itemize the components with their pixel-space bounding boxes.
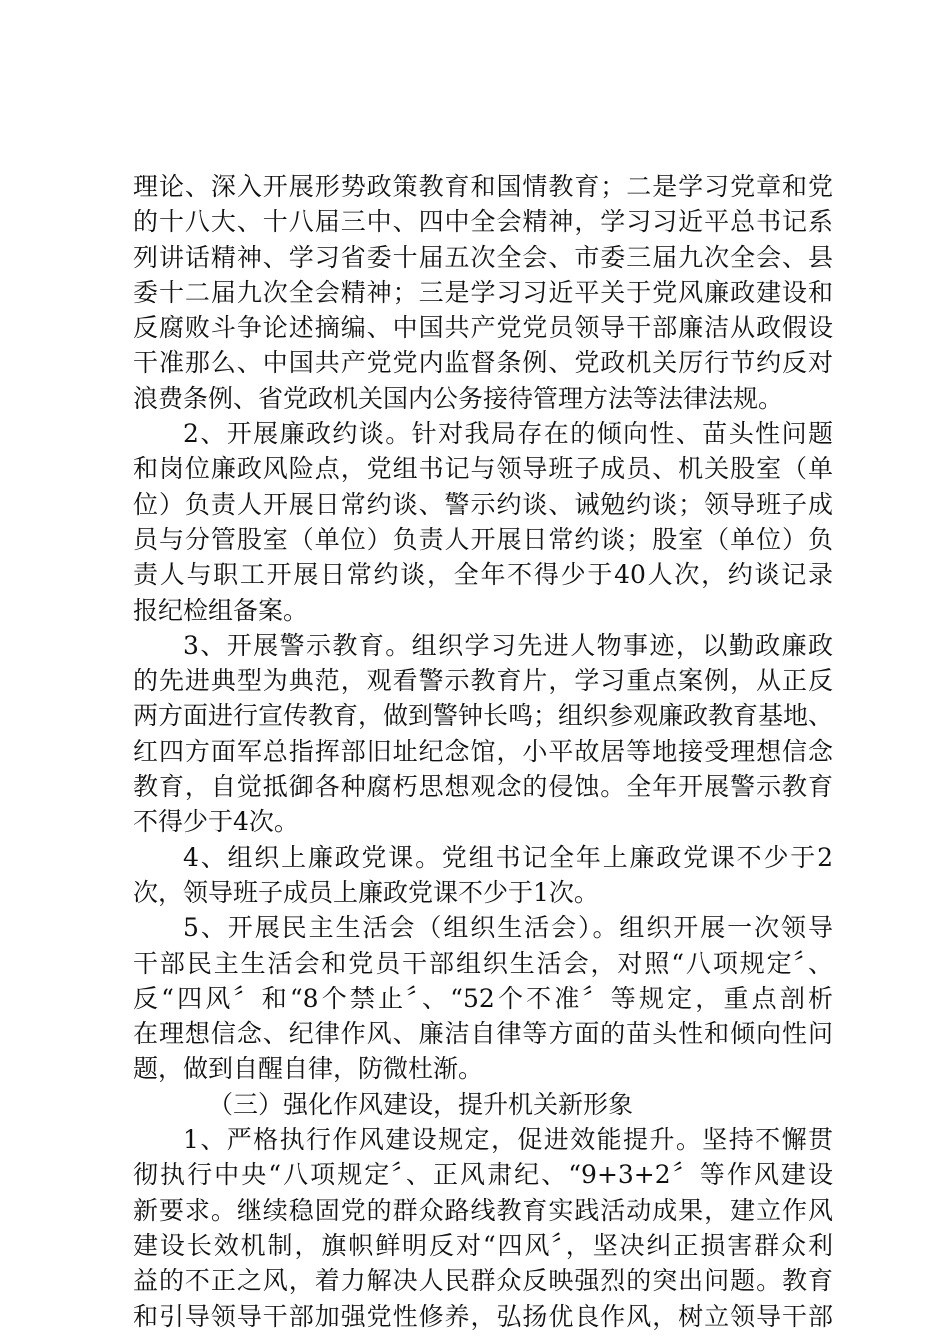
text-line: 1、严格执行作风建设规定，促进效能提升。坚持不懈贯 bbox=[183, 1125, 833, 1155]
text-line: 5、开展民主生活会（组织生活会）。组织开展一次领导 bbox=[183, 913, 833, 943]
text-line: 的十八大、十八届三中、四中全会精神，学习习近平总书记系 bbox=[133, 207, 833, 237]
text-line: 的先进典型为典范，观看警示教育片，学习重点案例，从正反 bbox=[133, 666, 833, 696]
text-line: 员与分管股室（单位）负责人开展日常约谈；股室（单位）负 bbox=[133, 524, 833, 554]
document-body bbox=[133, 169, 833, 1334]
text-line: 题，做到自醒自律，防微杜渐。 bbox=[133, 1054, 484, 1084]
text-line: 反“四风〞和“8个禁止〞、“52个不准〞等规定，重点剖析 bbox=[133, 983, 833, 1013]
section-heading: （三）强化作风建设，提升机关新形象 bbox=[208, 1089, 634, 1119]
text-line: 反腐败斗争论述摘编、中国共产党党员领导干部廉洁从政假设 bbox=[133, 313, 833, 343]
text-line: 报纪检组备案。 bbox=[133, 595, 309, 625]
text-line: 位）负责人开展日常约谈、警示约谈、诫勉约谈；领导班子成 bbox=[133, 489, 833, 519]
text-line: 浪费条例、省党政机关国内公务接待管理方法等法律法规。 bbox=[133, 383, 784, 413]
text-line: 次，领导班子成员上廉政党课不少于1次。 bbox=[133, 877, 599, 907]
text-line: 和岗位廉政风险点，党组书记与领导班子成员、机关股室（单 bbox=[133, 454, 833, 484]
text-line: 责人与职工开展日常约谈，全年不得少于40人次，约谈记录 bbox=[133, 560, 833, 590]
text-line: 委十二届九次全会精神；三是学习习近平关于党风廉政建设和 bbox=[133, 277, 833, 307]
text-line: 不得少于4次。 bbox=[133, 807, 299, 837]
text-line: 新要求。继续稳固党的群众路线教育实践活动成果，建立作风 bbox=[133, 1195, 833, 1225]
text-line: 理论、深入开展形势政策教育和国情教育；二是学习党章和党 bbox=[133, 172, 833, 201]
text-line: 2、开展廉政约谈。针对我局存在的倾向性、苗头性问题 bbox=[183, 419, 833, 449]
text-line: 和引导领导干部加强党性修养，弘扬优良作风，树立领导干部 bbox=[133, 1301, 833, 1331]
text-line: 建设长效机制，旗帜鲜明反对“四风〞，坚决纠正损害群众利 bbox=[133, 1230, 833, 1260]
text-line: 干部民主生活会和党员干部组织生活会，对照“八项规定〞、 bbox=[133, 948, 833, 978]
text-line: 列讲话精神、学习省委十届五次全会、市委三届九次全会、县 bbox=[133, 242, 833, 272]
text-line: 彻执行中央“八项规定〞、正风肃纪、“9+3+2〞等作风建设 bbox=[133, 1160, 833, 1190]
text-line: 两方面进行宣传教育，做到警钟长鸣；组织参观廉政教育基地、 bbox=[133, 701, 834, 731]
text-line: 4、组织上廉政党课。党组书记全年上廉政党课不少于2 bbox=[183, 842, 833, 872]
text-line: 红四方面军总指挥部旧址纪念馆，小平故居等地接受理想信念 bbox=[133, 736, 833, 766]
text-line: 3、开展警示教育。组织学习先进人物事迹，以勤政廉政 bbox=[183, 630, 833, 660]
text-line: 益的不正之风，着力解决人民群众反映强烈的突出问题。教育 bbox=[133, 1266, 833, 1296]
text-line: 干准那么、中国共产党党内监督条例、党政机关厉行节约反对 bbox=[133, 348, 833, 378]
text-line: 教育，自觉抵御各种腐朽思想观念的侵蚀。全年开展警示教育 bbox=[133, 772, 833, 802]
text-line: 在理想信念、纪律作风、廉洁自律等方面的苗头性和倾向性问 bbox=[133, 1019, 833, 1049]
